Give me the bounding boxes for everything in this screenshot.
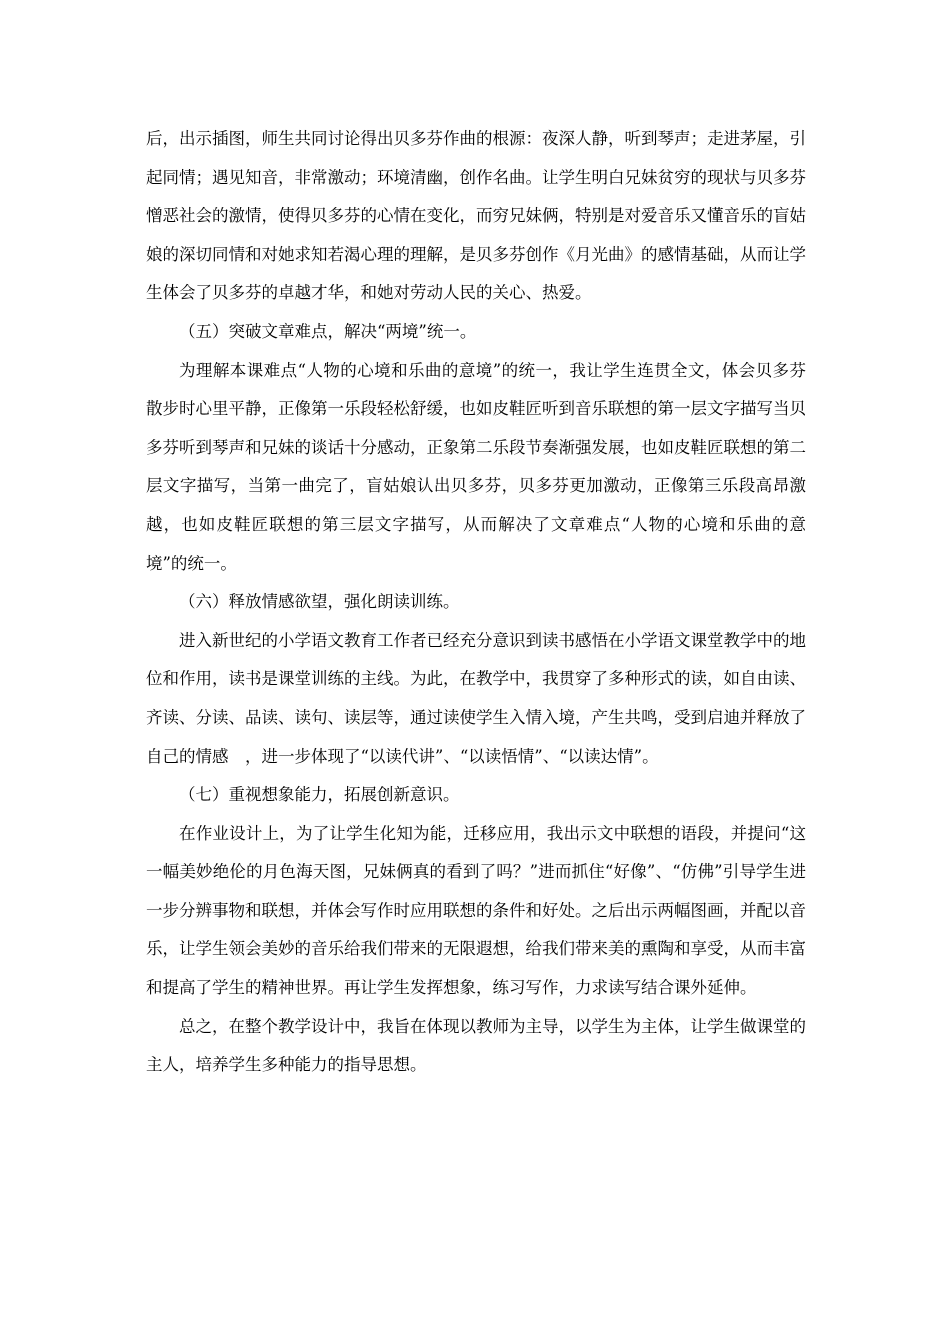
- document-body: [146, 120, 806, 1085]
- paragraph-difficulty: 为理解本课难点“人物的心境和乐曲的意境”的统一，我让学生连贯全文，体会贝多芬散步时心里平静，正像第一乐段轻松舒缓，也如皮鞋匠听到音乐联想的第一层文字描写当贝多芬听到琴声和兄妹的谈话十分感动，正象第二乐段节奏渐强发展，也如皮鞋匠联想的第二层文字描写，当第一曲完了，盲姑娘认出贝多芬，贝多芬更加激动，正像第三乐段高昂激越，也如皮鞋匠联想的第三层文字描写，从而解决了文章难点“人物的心境和乐曲的意境”的统一。: [146, 360, 806, 573]
- section-heading-five: （五）突破文章难点，解决“两境”统一。: [179, 321, 477, 341]
- section-heading-six: （六）释放情感欲望，强化朗读训练。: [179, 592, 460, 612]
- paragraph-conclusion: 总之，在整个教学设计中，我旨在体现以教师为主导，以学生为主体，让学生做课堂的主人，培养学生多种能力的指导思想。: [146, 1016, 806, 1075]
- section-heading-seven: （七）重视想象能力，拓展创新意识。: [179, 785, 460, 805]
- paragraph-continuation: 后，出示插图，师生共同讨论得出贝多芬作曲的根源：夜深人静，听到琴声；走进茅屋，引起同情；遇见知音，非常激动；环境清幽，创作名曲。让学生明白兄妹贫穷的现状与贝多芬憎恶社会的激情，使得贝多芬的心情在变化，而穷兄妹俩，特别是对爱音乐又懂音乐的盲姑娘的深切同情和对她求知若渴心理的理解，是贝多芬创作《月光曲》的感情基础，从而让学生体会了贝多芬的卓越才华，和她对劳动人民的关心、热爱。: [146, 129, 806, 303]
- paragraph-reading: 进入新世纪的小学语文教育工作者已经充分意识到读书感悟在小学语文课堂教学中的地位和作用，读书是课堂训练的主线。为此，在教学中，我贯穿了多种形式的读，如自由读、齐读、分读、品读、读句、读层等，通过读使学生入情入境，产生共鸣，受到启迪并释放了自己的情感 ，进一步体现了“以读代讲”、“以读悟情”、“以读达情”。: [146, 630, 806, 766]
- paragraph-imagination: 在作业设计上，为了让学生化知为能，迁移应用，我出示文中联想的语段，并提问“这一幅美妙绝伦的月色海天图，兄妹俩真的看到了吗？”进而抓住“好像”、“仿佛”引导学生进一步分辨事物和联想，并体会写作时应用联想的条件和好处。之后出示两幅图画，并配以音乐，让学生领会美妙的音乐给我们带来的无限遐想，给我们带来美的熏陶和享受，从而丰富和提高了学生的精神世界。再让学生发挥想象，练习写作，力求读写结合课外延伸。: [146, 823, 806, 998]
